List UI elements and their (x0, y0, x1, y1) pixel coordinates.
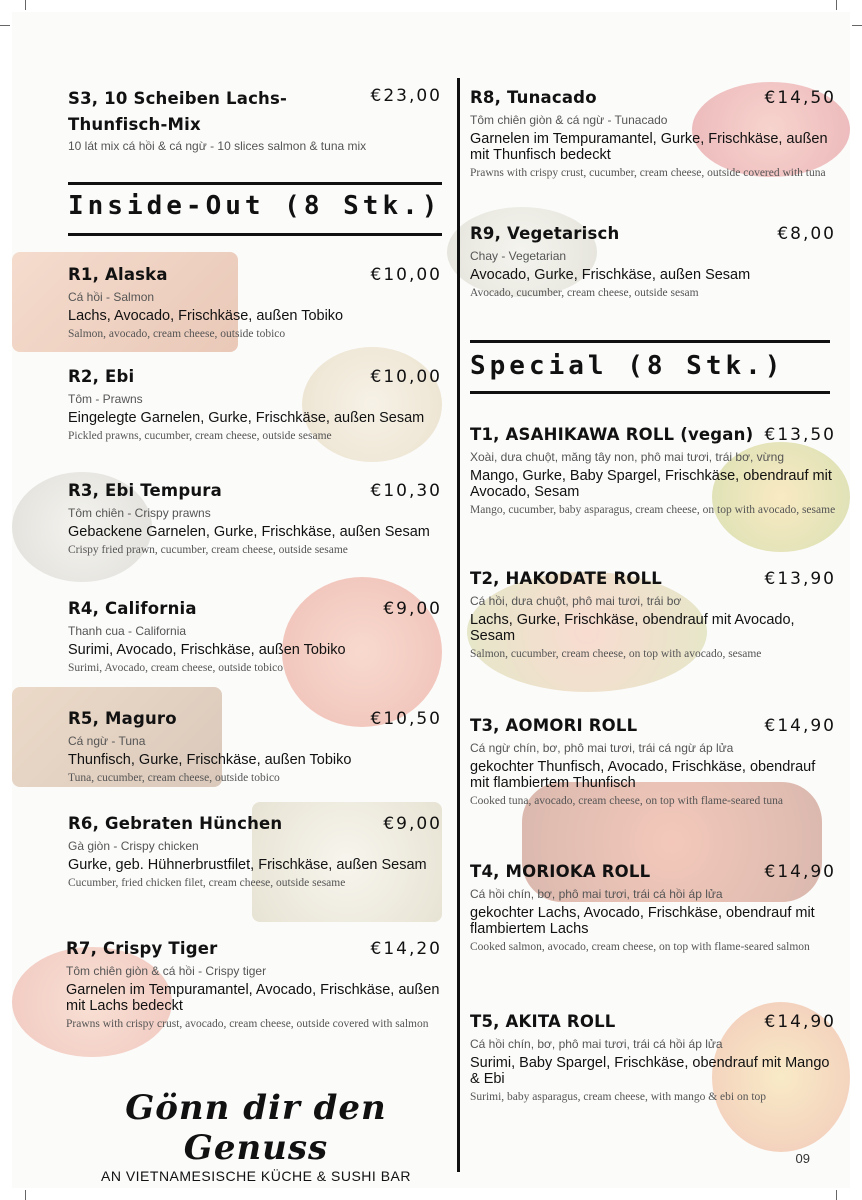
section-title: Inside-Out (8 Stk.) (68, 191, 442, 221)
item-name: T3, AOMORI ROLL (470, 716, 638, 735)
item-vietnamese: Tôm - Prawns (68, 392, 143, 406)
menu-page (12, 12, 850, 1188)
item-name: R6, Gebraten Hünchen (68, 814, 283, 833)
item-name: S3, 10 Scheiben Lachs- Thunfisch-Mix (68, 89, 288, 134)
menu-item-r8 (470, 88, 836, 181)
item-vietnamese: Cá hồi, dưa chuột, phô mai tươi, trái bơ (470, 594, 682, 608)
item-name: R7, Crispy Tiger (66, 939, 218, 958)
item-german: Mango, Gurke, Baby Spargel, Frischkäse, obendrauf mit Avocado, Sesam (470, 468, 832, 500)
item-price: €14,90 (764, 862, 836, 882)
menu-item-r3 (68, 481, 442, 558)
menu-item-t3 (470, 716, 836, 809)
item-english: Prawns with crispy crust, avocado, cream cheese, outside covered with salmon (66, 1018, 429, 1030)
item-english: Prawns with crispy crust, cucumber, cream cheese, outside covered with tuna (470, 167, 826, 179)
item-vietnamese: Tôm chiên giòn & cá hồi - Crispy tiger (66, 964, 267, 978)
crop-mark (25, 0, 26, 10)
menu-item-r2 (68, 367, 442, 444)
column-divider (457, 78, 460, 1172)
item-german: gekochter Lachs, Avocado, Frischkäse, obendrauf mit flambiertem Lachs (470, 905, 815, 937)
item-german: Lachs, Gurke, Frischkäse, obendrauf mit Avocado, Sesam (470, 612, 795, 644)
item-vietnamese: Thanh cua - California (68, 624, 187, 638)
item-english: Cucumber, fried chicken filet, cream cheese, outside sesame (68, 877, 346, 889)
crop-mark (852, 25, 862, 26)
item-german: Gurke, geb. Hühnerbrustfilet, Frischkäse, außen Sesam (68, 857, 427, 873)
item-price: €13,50 (764, 425, 836, 445)
item-price: €14,90 (764, 716, 836, 736)
item-price: €9,00 (383, 814, 442, 834)
item-price: €13,90 (764, 569, 836, 589)
item-english: Cooked tuna, avocado, cream cheese, on top with flame-seared tuna (470, 795, 783, 807)
section-title: Special (8 Stk.) (470, 351, 785, 381)
item-price: €10,30 (370, 481, 442, 501)
item-german: gekochter Thunfisch, Avocado, Frischkäse, obendrauf mit flambiertem Thunfisch (470, 759, 816, 791)
menu-item-r5 (68, 709, 442, 786)
item-price: €14,20 (370, 939, 442, 959)
item-german: Gebackene Garnelen, Gurke, Frischkäse, außen Sesam (68, 524, 430, 540)
section-inside-out (68, 182, 442, 236)
item-vietnamese: Xoài, dưa chuột, măng tây non, phô mai tươi, trái bơ, vừng (470, 450, 784, 464)
menu-item-r9 (470, 224, 836, 301)
item-english: Pickled prawns, cucumber, cream cheese, outside sesame (68, 430, 332, 442)
item-english: Surimi, baby asparagus, cream cheese, with mango & ebi on top (470, 1091, 767, 1103)
item-vietnamese: Tôm chiên - Crispy prawns (68, 506, 211, 520)
menu-item-r7 (66, 939, 442, 1032)
menu-item-t5 (470, 1012, 836, 1105)
item-english: Surimi, Avocado, cream cheese, outside tobico (68, 662, 284, 674)
crop-mark (0, 25, 10, 26)
item-name: R1, Alaska (68, 265, 168, 284)
item-price: €10,00 (370, 367, 442, 387)
item-price: €14,90 (764, 1012, 836, 1032)
item-vietnamese: Chay - Vegetarian (470, 249, 567, 263)
item-name: R4, California (68, 599, 197, 618)
item-vietnamese: Tôm chiên giòn & cá ngừ - Tunacado (470, 113, 668, 127)
item-vietnamese: Gà giòn - Crispy chicken (68, 839, 199, 853)
item-price: €10,00 (370, 265, 442, 285)
item-german: Garnelen im Tempuramantel, Avocado, Frischkäse, außen mit Lachs bedeckt (66, 982, 440, 1014)
page-number: 09 (795, 1151, 810, 1166)
menu-item-t2 (470, 569, 836, 662)
menu-item-r4 (68, 599, 442, 676)
section-special (470, 340, 830, 394)
item-vietnamese: Cá hồi chín, bơ, phô mai tươi, trái cá hồi áp lửa (470, 887, 723, 901)
footer-slogan (76, 1088, 436, 1184)
item-vietnamese: Cá ngừ chín, bơ, phô mai tươi, trái cá ngừ áp lửa (470, 741, 734, 755)
item-german: Garnelen im Tempuramantel, Gurke, Frischkäse, außen mit Thunfisch bedeckt (470, 131, 828, 163)
item-english: Salmon, cucumber, cream cheese, on top with avocado, sesame (470, 648, 762, 660)
slogan-subtitle: AN VIETNAMESISCHE KÜCHE & SUSHI BAR (100, 1168, 411, 1184)
menu-item-s3 (68, 86, 442, 154)
item-english: Mango, cucumber, baby asparagus, cream cheese, on top with avocado, sesame (470, 504, 836, 516)
item-vietnamese: Cá ngừ - Tuna (68, 734, 146, 748)
item-name: T2, HAKODATE ROLL (470, 569, 663, 588)
item-english: Avocado, cucumber, cream cheese, outside sesam (470, 287, 699, 299)
item-name: R9, Vegetarisch (470, 224, 620, 243)
item-english: Salmon, avocado, cream cheese, outside tobico (68, 328, 286, 340)
menu-item-t1 (470, 425, 836, 518)
item-english: Tuna, cucumber, cream cheese, outside tobico (68, 772, 280, 784)
crop-mark (836, 1190, 837, 1200)
item-name: R2, Ebi (68, 367, 135, 386)
item-price: €10,50 (370, 709, 442, 729)
item-name: R8, Tunacado (470, 88, 597, 107)
item-vietnamese: Cá hồi chín, bơ, phô mai tươi, trái cá hồi áp lửa (470, 1037, 723, 1051)
item-german: Surimi, Avocado, Frischkäse, außen Tobiko (68, 642, 346, 658)
item-english: Cooked salmon, avocado, cream cheese, on top with flame-seared salmon (470, 941, 810, 953)
item-vietnamese: Cá hồi - Salmon (68, 290, 155, 304)
item-price: €8,00 (777, 224, 836, 244)
item-german: Avocado, Gurke, Frischkäse, außen Sesam (470, 267, 751, 283)
slogan-script: Gönn dir den Genuss (125, 1088, 387, 1168)
menu-item-r1 (68, 265, 442, 342)
crop-mark (25, 1190, 26, 1200)
item-german: Lachs, Avocado, Frischkäse, außen Tobiko (68, 308, 344, 324)
item-german: Surimi, Baby Spargel, Frischkäse, obendrauf mit Mango & Ebi (470, 1055, 830, 1087)
item-german: Eingelegte Garnelen, Gurke, Frischkäse, außen Sesam (68, 410, 425, 426)
item-name: R3, Ebi Tempura (68, 481, 222, 500)
menu-item-r6 (68, 814, 442, 891)
item-name: T1, ASAHIKAWA ROLL (vegan) (470, 425, 754, 444)
item-name: T4, MORIOKA ROLL (470, 862, 651, 881)
item-english: Crispy fried prawn, cucumber, cream cheese, outside sesame (68, 544, 348, 556)
item-price: €9,00 (383, 599, 442, 619)
item-name: R5, Maguro (68, 709, 177, 728)
item-vietnamese: 10 lát mix cá hồi & cá ngừ - 10 slices salmon & tuna mix (68, 139, 367, 153)
crop-mark (836, 0, 837, 10)
item-price: €23,00 (370, 86, 442, 106)
item-price: €14,50 (764, 88, 836, 108)
menu-item-t4 (470, 862, 836, 955)
item-name: T5, AKITA ROLL (470, 1012, 616, 1031)
item-german: Thunfisch, Gurke, Frischkäse, außen Tobiko (68, 752, 352, 768)
